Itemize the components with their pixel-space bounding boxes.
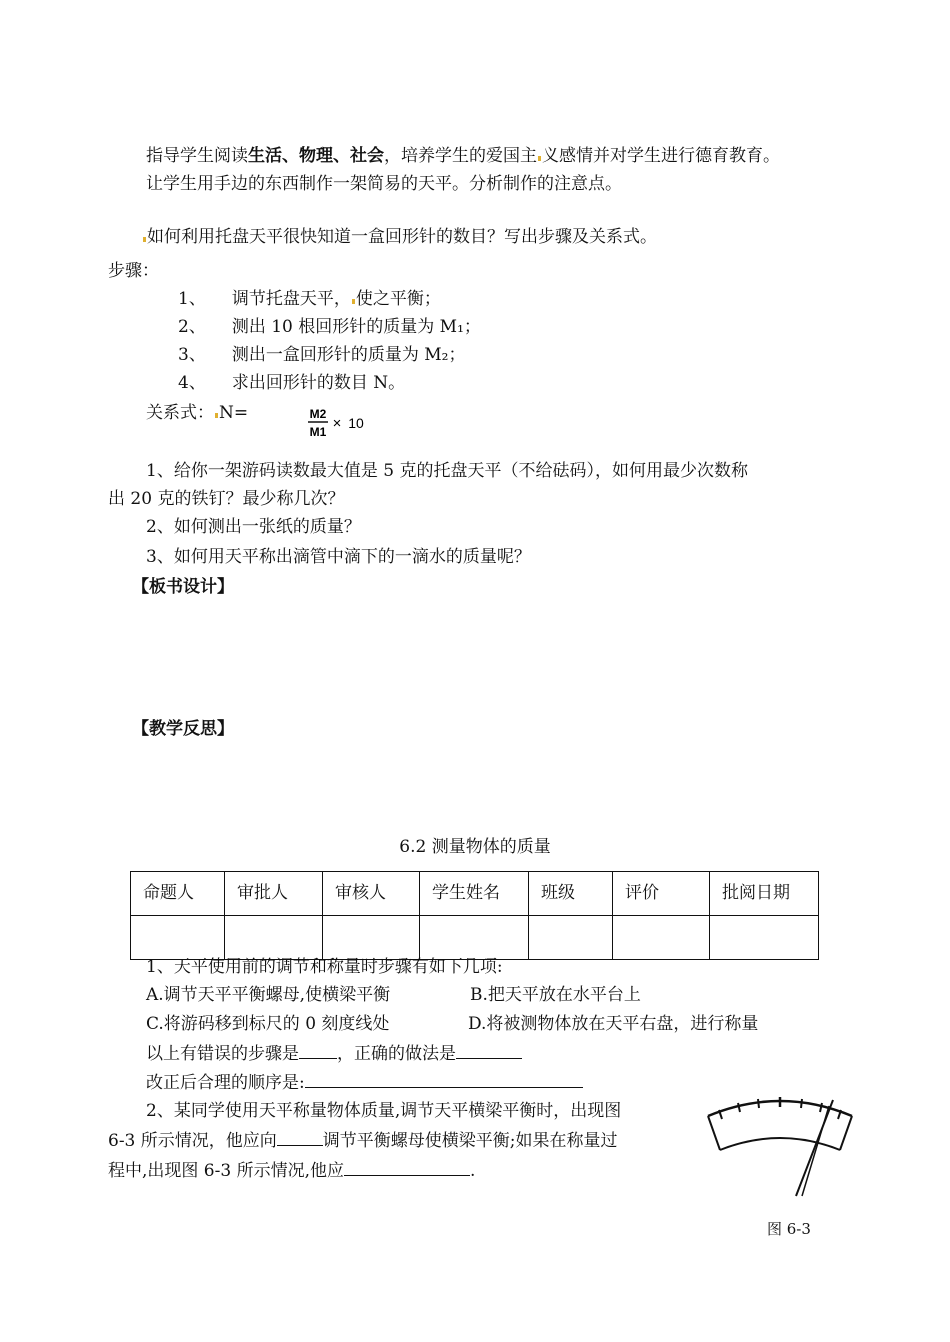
table-header-cell: 审批人 <box>225 872 323 916</box>
intro-line-1 <box>146 145 780 167</box>
formula-times: × <box>332 415 342 432</box>
table-value-cell <box>420 916 529 960</box>
table-header-cell: 审核人 <box>323 872 420 916</box>
step-number: 1、 <box>178 289 206 309</box>
answer-blank[interactable] <box>277 1129 323 1146</box>
board-design-heading: 【板书设计】 <box>132 577 234 597</box>
exercise-1-line-2: 出 20 克的铁钉？最少称几次？ <box>108 489 345 509</box>
step-4 <box>178 372 405 394</box>
step-3 <box>178 344 465 366</box>
edit-mark <box>143 237 146 242</box>
table-header-cell: 批阅日期 <box>710 872 819 916</box>
question-text: 以上有错误的步骤是 <box>146 1044 299 1064</box>
question-text: 如何利用托盘天平很快知道一盒回形针的数目？写出步骤及关系式。 <box>147 227 657 247</box>
edit-mark <box>215 413 218 418</box>
ws-option-b: B.把天平放在水平台上 <box>470 985 641 1005</box>
answer-blank[interactable] <box>299 1042 337 1059</box>
table-header-cell: 评价 <box>613 872 710 916</box>
step-text: 测出 10 根回形针的质量为 M₁； <box>231 317 481 337</box>
formula-denominator: M1 <box>309 425 327 439</box>
step-number: 4、 <box>178 373 206 393</box>
question-text: ，正确的做法是 <box>337 1044 456 1064</box>
table-header-cell: 班级 <box>529 872 613 916</box>
question-text: 6-3 所示情况，他应向 <box>108 1131 277 1151</box>
ws-order-line <box>146 1071 583 1094</box>
worksheet-title: 6.2 测量物体的质量 <box>399 837 551 857</box>
ws-option-d: D.将被测物体放在天平右盘，进行称量 <box>468 1014 759 1034</box>
question-text: . <box>470 1161 476 1181</box>
ws-option-a: A.调节天平平衡螺母,使横梁平衡 <box>146 985 391 1005</box>
figure-caption: 图 6-3 <box>767 1220 811 1238</box>
book-title: 生活、物理、社会 <box>248 146 384 166</box>
exercise-2: 2、如何测出一张纸的质量？ <box>146 517 361 537</box>
needle <box>796 1100 833 1196</box>
table-header-row <box>131 872 819 916</box>
ws-question-2-line-3 <box>108 1159 475 1182</box>
step-number: 2、 <box>178 317 206 337</box>
question-text: 程中,出现图 6-3 所示情况,他应 <box>108 1161 344 1181</box>
table-header-cell: 学生姓名 <box>420 872 529 916</box>
table-value-row <box>131 916 819 960</box>
formula-numerator: M2 <box>309 407 327 421</box>
table-value-cell <box>323 916 420 960</box>
main-question <box>142 226 657 248</box>
intro-text: ，培养学生的爱国主 <box>384 146 537 166</box>
relation-line <box>146 402 248 424</box>
question-text: 调节平衡螺母使横梁平衡;如果在称量过 <box>322 1131 618 1151</box>
intro-line-2: 让学生用手边的东西制作一架简易的天平。分析制作的注意点。 <box>146 174 622 194</box>
exercise-1-line-1: 1、给你一架游码读数最大值是 5 克的托盘天平（不给砝码），如何用最少次数称 <box>146 461 748 481</box>
edit-mark <box>352 299 355 304</box>
ws-question-2-line-2 <box>108 1129 618 1152</box>
table-value-cell <box>613 916 710 960</box>
step-2 <box>178 316 481 338</box>
step-number: 3、 <box>178 345 206 365</box>
step-text: 使之平衡； <box>355 289 441 309</box>
steps-label: 步骤： <box>108 261 159 281</box>
answer-blank[interactable] <box>344 1159 470 1176</box>
ws-question-2-line-1: 2、某同学使用天平称量物体质量,调节天平横梁平衡时，出现图 <box>146 1101 622 1121</box>
balance-scale-gauge-figure <box>700 1088 860 1200</box>
ws-question-1: 1、天平使用前的调节和称量时步骤有如下几项: <box>146 957 503 977</box>
intro-text: 指导学生阅读 <box>146 146 248 166</box>
intro-text: 义感情并对学生进行德育教育。 <box>542 146 780 166</box>
ws-error-line <box>146 1042 522 1065</box>
info-table <box>130 871 819 960</box>
relation-equation: N= <box>219 403 249 423</box>
answer-blank[interactable] <box>305 1071 583 1088</box>
step-1 <box>178 288 441 310</box>
answer-blank[interactable] <box>456 1042 522 1059</box>
table-value-cell <box>710 916 819 960</box>
table-value-cell <box>529 916 613 960</box>
formula-factor: 10 <box>348 415 364 431</box>
table-header-cell: 命题人 <box>131 872 225 916</box>
step-text: 测出一盒回形针的质量为 M₂； <box>231 345 466 365</box>
ws-option-c: C.将游码移到标尺的 0 刻度线处 <box>146 1014 390 1034</box>
edit-mark <box>538 156 541 161</box>
question-text: 改正后合理的顺序是: <box>146 1073 305 1093</box>
relation-label: 关系式： <box>146 403 214 423</box>
step-text: 调节托盘天平， <box>231 289 351 309</box>
exercise-3: 3、如何用天平称出滴管中滴下的一滴水的质量呢？ <box>146 547 531 567</box>
reflection-heading: 【教学反思】 <box>132 719 234 739</box>
table-value-cell <box>225 916 323 960</box>
step-text: 求出回形针的数目 N。 <box>231 373 406 393</box>
table-value-cell <box>131 916 225 960</box>
formula-image <box>306 403 372 441</box>
